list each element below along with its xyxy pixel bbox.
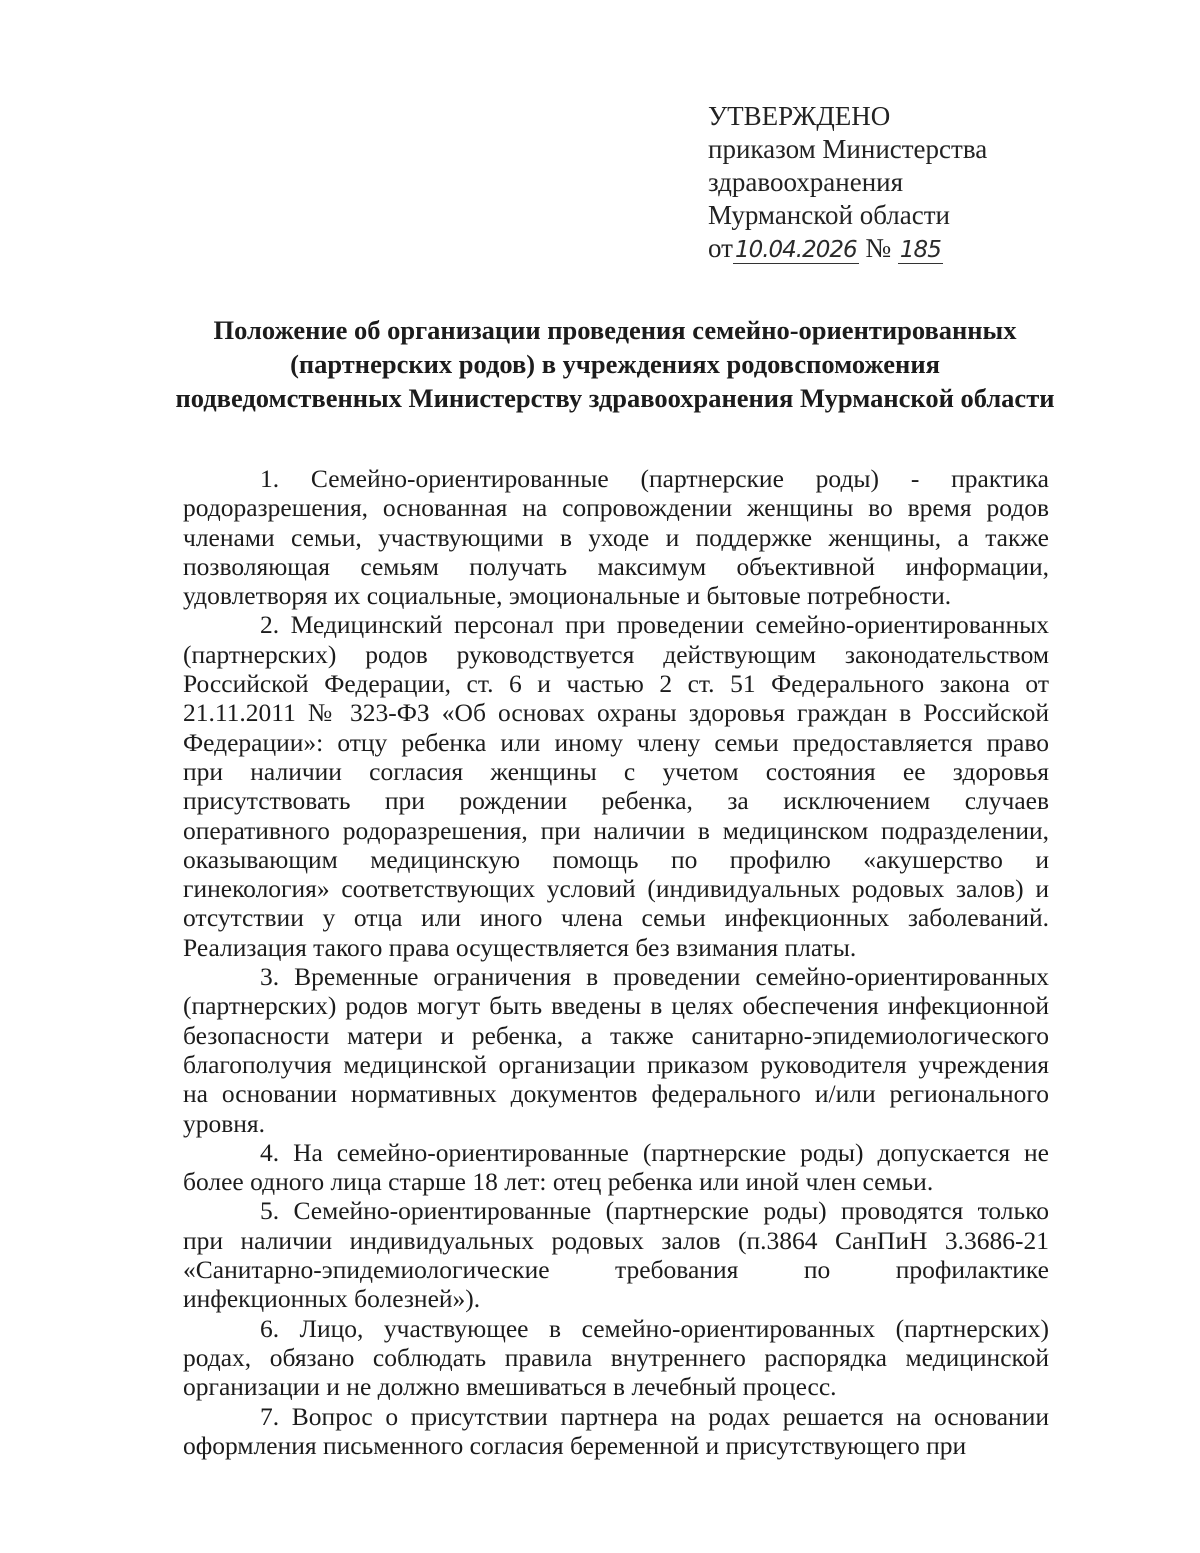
paragraph-line: удовлетворяя их социальные, эмоциональные и бытовые потребности. xyxy=(183,581,952,611)
paragraph-line: присутствовать при рождении ребенка, за исключением случаев xyxy=(183,786,1049,816)
approval-date-line xyxy=(708,232,1038,267)
paragraph-line: более одного лица старше 18 лет: отец ребенка или иной член семьи. xyxy=(183,1167,934,1197)
paragraph-1 xyxy=(183,464,1049,610)
paragraph-line: 2. Медицинский персонал при проведении семейно-ориентированных xyxy=(260,610,1049,640)
paragraph-line: родоразрешения, основанная на сопровождении женщины во время родов xyxy=(183,493,1049,523)
paragraph-line: благополучия медицинской организации приказом руководителя учреждения xyxy=(183,1049,1049,1079)
approval-heading: УТВЕРЖДЕНО xyxy=(708,101,891,131)
paragraph-line: безопасности матери и ребенка, а также санитарно-эпидемиологического xyxy=(183,1020,1049,1050)
paragraph-line: организации и не должно вмешиваться в лечебный процесс. xyxy=(183,1372,837,1402)
paragraph-4 xyxy=(183,1138,1049,1197)
handwritten-number: 185 xyxy=(899,237,941,263)
paragraph-line: «Санитарно-эпидемиологические требования по профилактике xyxy=(183,1255,1049,1285)
paragraph-line: оперативного родоразрешения, при наличии в медицинском подразделении, xyxy=(183,815,1049,845)
paragraph-line: уровня. xyxy=(183,1108,266,1138)
paragraph-line: Федерации»: отцу ребенка или иному члену семьи предоставляется право xyxy=(183,727,1049,757)
paragraph-line: 4. На семейно-ориентированные (партнерские роды) допускается не xyxy=(260,1137,1049,1167)
paragraph-line: позволяющая семьям получать максимум объективной информации, xyxy=(183,551,1049,581)
paragraph-line: 7. Вопрос о присутствии партнера на родах решается на основании xyxy=(260,1401,1049,1431)
paragraph-line: Российской Федерации, ст. 6 и частью 2 ст. 51 Федерального закона от xyxy=(183,669,1049,699)
paragraph-line: 1. Семейно-ориентированные (партнерские роды) - практика xyxy=(260,464,1049,493)
paragraph-line: Реализация такого права осуществляется без взимания платы. xyxy=(183,932,857,962)
paragraph-line: (партнерских) родов руководствуется действующим законодательством xyxy=(183,639,1049,669)
paragraph-line: 5. Семейно-ориентированные (партнерские роды) проводятся только xyxy=(260,1196,1049,1226)
approval-stamp-block xyxy=(708,100,1038,267)
paragraph-line: 21.11.2011 № 323-ФЗ «Об основах охраны здоровья граждан в Российской xyxy=(183,698,1049,728)
paragraph-line: инфекционных болезней»). xyxy=(183,1284,481,1314)
paragraph-line: родах, обязано соблюдать правила внутреннего распорядка медицинской xyxy=(183,1342,1049,1372)
paragraph-line: гинекология» соответствующих условий (индивидуальных родовых залов) и xyxy=(183,874,1049,904)
date-prefix: от xyxy=(708,233,733,263)
document-body xyxy=(183,464,1049,1460)
paragraph-line: на основании нормативных документов федерального и/или регионального xyxy=(183,1079,1049,1109)
paragraph-line: (партнерских) родов могут быть введены в целях обеспечения инфекционной xyxy=(183,991,1049,1021)
handwritten-date: 10.04.2026 xyxy=(734,237,857,263)
number-label: № xyxy=(865,233,892,263)
paragraph-line: при наличии индивидуальных родовых залов (п.3864 СанПиН 3.3686-21 xyxy=(183,1225,1049,1255)
document-title xyxy=(150,313,1080,415)
paragraph-3 xyxy=(183,962,1049,1138)
paragraph-line: при наличии согласия женщины с учетом состояния ее здоровья xyxy=(183,756,1049,786)
paragraph-line: 6. Лицо, участвующее в семейно-ориентированных (партнерских) xyxy=(260,1313,1049,1343)
title-line: подведомственных Министерству здравоохранения Мурманской области xyxy=(175,383,1055,413)
paragraph-line: членами семьи, участвующими в уходе и поддержке женщины, а также xyxy=(183,522,1049,552)
approval-line: приказом Министерства xyxy=(708,134,988,164)
paragraph-2 xyxy=(183,610,1049,962)
paragraph-line: оформления письменного согласия беременной и присутствующего при xyxy=(183,1430,967,1460)
paragraph-line: оказывающим медицинскую помощь по профилю «акушерство и xyxy=(183,844,1049,874)
paragraph-6 xyxy=(183,1314,1049,1402)
paragraph-5 xyxy=(183,1196,1049,1313)
approval-line: здравоохранения xyxy=(708,167,904,197)
paragraph-7 xyxy=(183,1402,1049,1461)
paragraph-line: отсутствии у отца или иного члена семьи инфекционных заболеваний. xyxy=(183,903,1049,933)
title-line: (партнерских родов) в учреждениях родовспоможения xyxy=(290,349,940,379)
paragraph-line: 3. Временные ограничения в проведении семейно-ориентированных xyxy=(260,962,1049,992)
approval-line: Мурманской области xyxy=(708,200,950,230)
title-line: Положение об организации проведения семейно-ориентированных xyxy=(213,315,1017,345)
